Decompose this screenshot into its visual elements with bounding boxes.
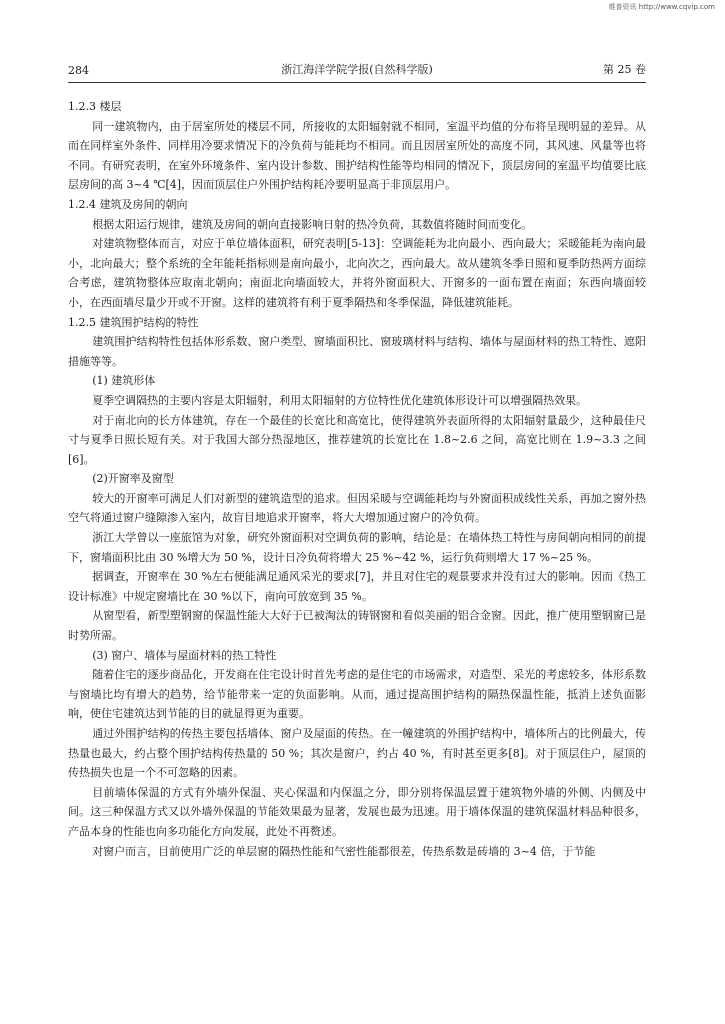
subsection-heading: (3) 窗户、墙体与屋面材料的热工特性 <box>92 648 277 662</box>
paragraph: 对于南北向的长方体建筑，存在一个最佳的长宽比和高宽比，使得建筑外表面所得的太阳辐射量最少，这种最佳尺寸与夏季日照长短有关。对于我国大部分热湿地区，推荐建筑的长宽比在 1.8~2.6 之间，高宽比则在 1.9~3.3 之间[6]。 <box>68 413 646 466</box>
paragraph: 夏季空调隔热的主要内容是太阳辐射，利用太阳辐射的方位特性优化建筑体形设计可以增强隔热效果。 <box>92 393 588 407</box>
running-header <box>68 60 646 83</box>
article-body <box>68 97 646 861</box>
paragraph: 浙江大学曾以一座旅馆为对象，研究外窗面积对空调负荷的影响，结论是：在墙体热工特性与房间朝向相同的前提下，窗墙面积比由 30 %增大为 50 %，设计日冷负荷将增大 25 %~42 %，运行负荷则增大 17 %~25 %。 <box>68 531 646 564</box>
subsection-heading: (2)开窗率及窗型 <box>92 472 174 486</box>
paragraph: 目前墙体保温的方式有外墙外保温、夹心保温和内保温之分，即分别将保温层置于建筑物外墙的外侧、内侧及中间。这三种保温方式又以外墙外保温的节能效果最为显著，发展也最为迅速。用于墙体保温的建筑保温材料品种很多，产品本身的性能也向多功能化方向发展，此处不再赘述。 <box>68 785 646 838</box>
section-heading: 1.2.3 楼层 <box>68 100 122 113</box>
paragraph: 从窗型看，新型塑钢窗的保温性能大大好于已被淘汰的铸钢窗和看似美丽的铝合金窗。因此，推广使用塑钢窗已是时势所需。 <box>68 609 646 643</box>
page <box>68 60 646 861</box>
paragraph: 较大的开窗率可满足人们对新型的建筑造型的追求。但因采暖与空调能耗均与外窗面积成线性关系，再加之窗外热空气将通过窗户缝隙渗入室内，故盲目地追求开窗率，将大大增加通过窗户的冷负荷。 <box>68 491 646 525</box>
watermark: 维普资讯 http://www.cqvip.com <box>608 3 715 11</box>
page-number: 284 <box>68 64 89 77</box>
journal-title: 浙江海洋学院学报(自然科学版) <box>281 63 433 76</box>
section-heading: 1.2.4 建筑及房间的朝向 <box>68 197 188 211</box>
paragraph: 据调查，开窗率在 30 %左右便能满足通风采光的要求[7]，并且对住宅的观景要求并没有过大的影响。因而《热工设计标准》中规定窗墙比在 30 %以下，南向可放宽到 35 %。 <box>68 570 646 603</box>
section-heading: 1.2.5 建筑围护结构的特性 <box>68 315 199 329</box>
subsection-heading: (1) 建筑形体 <box>92 374 156 388</box>
paragraph: 建筑围护结构特性包括体形系数、窗户类型、窗墙面积比、窗玻璃材料与结构、墙体与屋面材料的热工特性、遮阳措施等等。 <box>68 335 646 368</box>
paragraph: 对窗户而言，目前使用广泛的单层窗的隔热性能和气密性能都很差，传热系数是砖墙的 3~4 倍，于节能 <box>92 844 596 858</box>
paragraph: 对建筑物整体而言，对应于单位墙体面积，研究表明[5-13]：空调能耗为北向最小、西向最大；采暖能耗为南向最小，北向最大；整个系统的全年能耗指标则是南向最小，北向次之，西向最大。故从建筑冬季日照和夏季防热两方面综合考虑，建筑物整体应取南北朝向；南面北向墙面较大，并将外窗面积大、开窗多的一面布置在南面；东西向墙面较小，在西面墙尽量少开或不开窗。这样的建筑将有利于夏季隔热和冬季保温，降低建筑能耗。 <box>68 237 646 309</box>
paragraph: 随着住宅的逐步商品化，开发商在住宅设计时首先考虑的是住宅的市场需求，对造型、采光的考虑较多，体形系数与窗墙比均有增大的趋势，给节能带来一定的负面影响。从而，通过提高围护结构的隔热保温性能，抵消上述负面影响，使住宅建筑达到节能的目的就显得更为重要。 <box>68 668 646 721</box>
volume-label: 第 25 卷 <box>603 63 646 76</box>
paragraph: 通过外围护结构的传热主要包括墙体、窗户及屋面的传热。在一幢建筑的外围护结构中，墙体所占的比例最大，传热量也最大，约占整个围护结构传热量的 50 %；其次是窗户，约占 40 %，有时甚至更多[8]。对于顶层住户，屋顶的传热损失也是一个不可忽略的因素。 <box>68 727 646 780</box>
paragraph: 同一建筑物内，由于居室所处的楼层不同，所接收的太阳辐射就不相同，室温平均值的分布将呈现明显的差异。从而在同样室外条件、同样用冷要求情况下的冷负荷与能耗均不相同。而且因居室所处的高度不同，其风速、风量等也将不同。有研究表明，在室外环境条件、室内设计参数、围护结构性能等均相同的情况下，顶层房间的室温平均值要比底层房间的高 3~4 ℃[4]，因而顶层住户外围护结构耗冷要明显高于非顶层用户。 <box>68 119 646 192</box>
paragraph: 根据太阳运行规律，建筑及房间的朝向直接影响日射的热冷负荷，其数值将随时间而变化。 <box>92 217 533 231</box>
